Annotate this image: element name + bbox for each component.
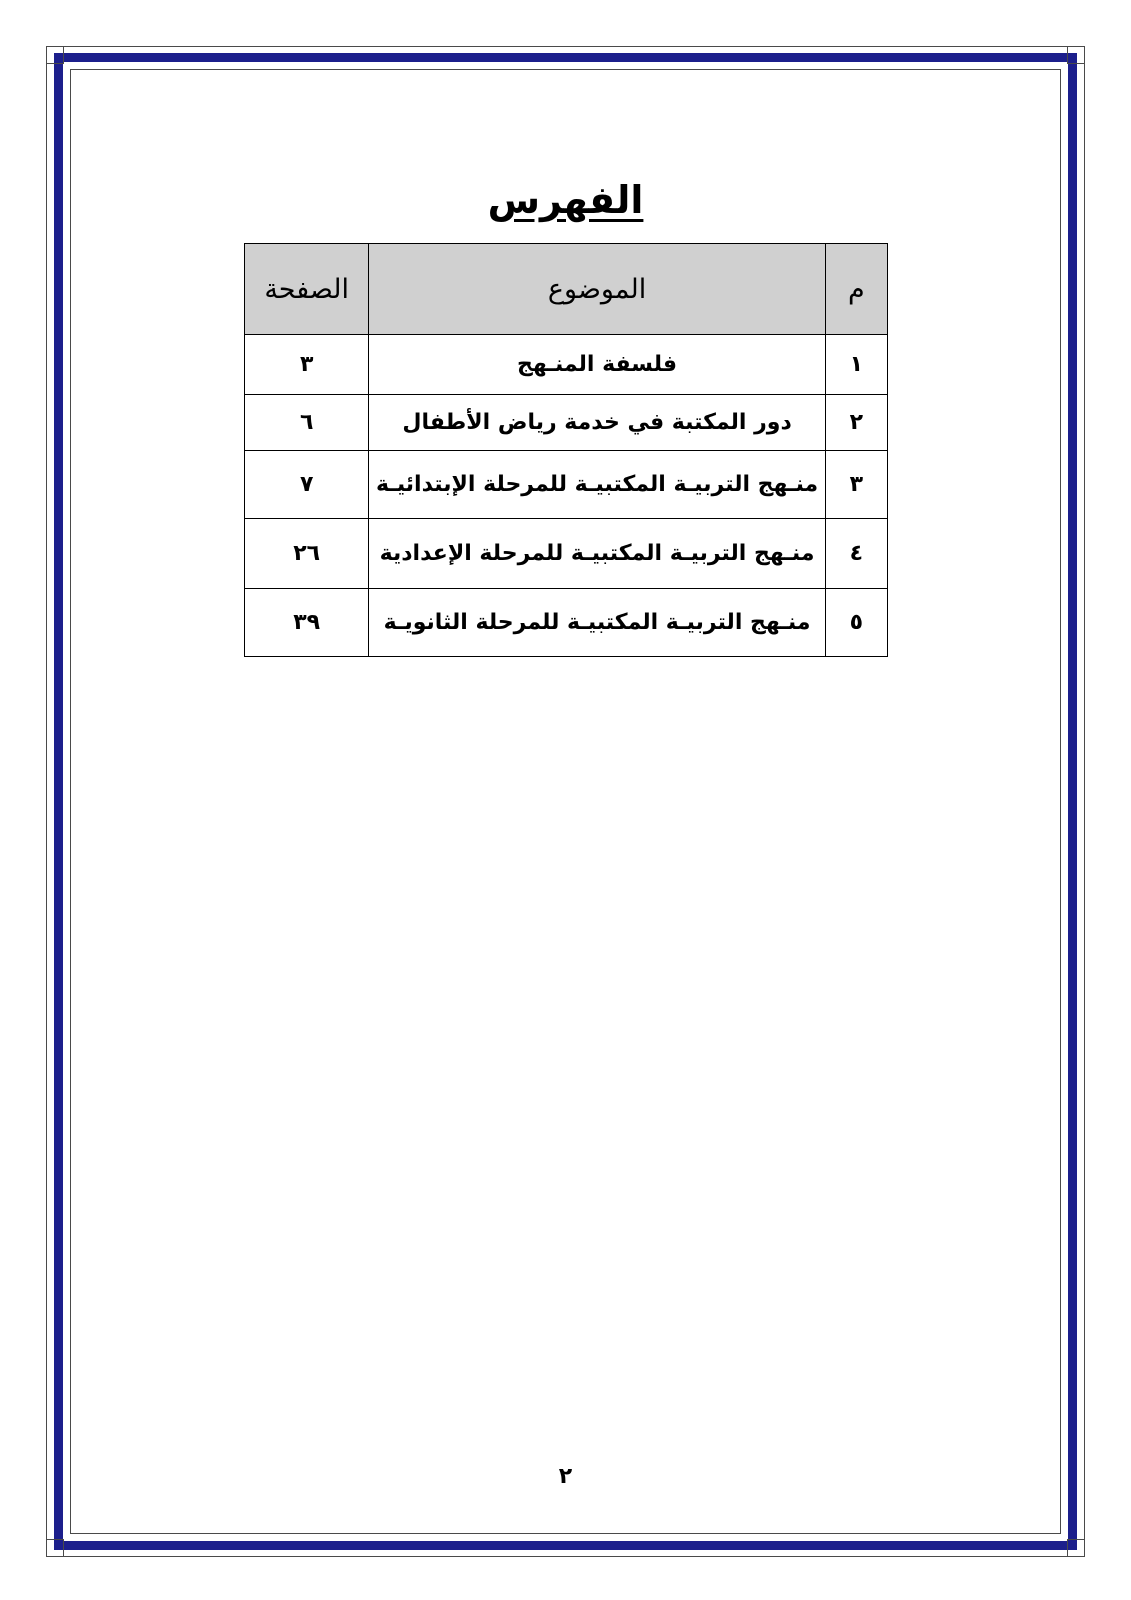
page-number: ٢	[558, 1464, 573, 1489]
row-topic: فلسفة المنـهج	[369, 335, 825, 395]
row-number: ٣	[825, 451, 887, 519]
row-number: ٢	[825, 395, 887, 451]
row-page: ٧	[245, 451, 369, 519]
row-number: ١	[825, 335, 887, 395]
header-topic: الموضوع	[369, 244, 825, 335]
header-page: الصفحة	[245, 244, 369, 335]
border-corner-bottom-left	[46, 1539, 64, 1557]
row-topic: منـهج التربيـة المكتبيـة للمرحلة الإعدادية	[369, 519, 825, 589]
border-corner-top-right	[1067, 46, 1085, 64]
row-number: ٥	[825, 589, 887, 657]
table-row	[245, 451, 888, 519]
header-number: م	[825, 244, 887, 335]
row-topic: منـهج التربيـة المكتبيـة للمرحلة الثانويـة	[369, 589, 825, 657]
row-page: ٣	[245, 335, 369, 395]
table-row	[245, 335, 888, 395]
border-corner-bottom-right	[1067, 1539, 1085, 1557]
row-topic: دور المكتبة في خدمة رياض الأطفال	[369, 395, 825, 451]
border-corner-top-left	[46, 46, 64, 64]
table-header-row	[245, 244, 888, 335]
row-number: ٤	[825, 519, 887, 589]
row-page: ٣٩	[245, 589, 369, 657]
row-topic: منـهج التربيـة المكتبيـة للمرحلة الإبتدائيـة	[369, 451, 825, 519]
table-row	[245, 589, 888, 657]
page-title: الفهرس	[487, 178, 644, 222]
table-row	[245, 395, 888, 451]
table-of-contents	[244, 243, 888, 657]
table-row	[245, 519, 888, 589]
row-page: ٢٦	[245, 519, 369, 589]
row-page: ٦	[245, 395, 369, 451]
